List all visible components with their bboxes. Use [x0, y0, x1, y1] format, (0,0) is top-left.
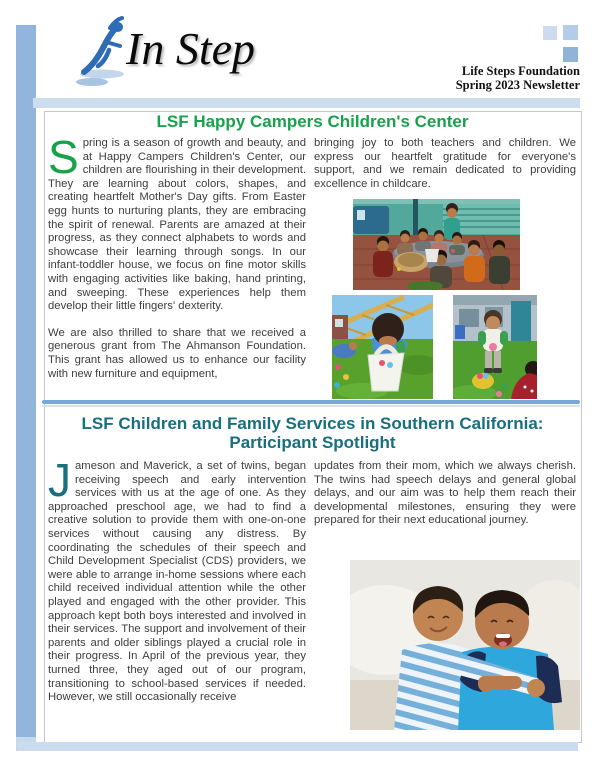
section2-title-line2: Participant Spotlight: [229, 433, 396, 452]
section1-paragraph-3: bringing joy to both teachers and children. We express our heartfelt gratitude for everyone's support, and we remain dedicated to providing excellence in childcare.: [314, 137, 576, 190]
left-accent-bar: [16, 25, 36, 737]
dropcap-j: J: [48, 454, 71, 506]
section1-column-left: [48, 131, 306, 394]
section1-paragraph-2: We are also thrilled to share that we received a generous grant from The Ahmanson Foundation. This grant has allowed us to enhance our facility with new furniture and equipment,: [48, 326, 306, 380]
decor-square-light: [543, 26, 557, 40]
decor-square-dark: [563, 47, 578, 62]
footer-band: [18, 742, 578, 751]
child-with-easter-basket-on-grass-photo: [332, 295, 433, 399]
section2-column-left: [48, 454, 306, 718]
section2-paragraph-2: updates from their mom, which we always cherish. The twins had speech delays and general global delays, and our aim was to help them reach their developmental milestones, ensuring they were prepared for their next educational journey.: [314, 460, 576, 527]
section-divider-glow: [42, 405, 580, 407]
instep-logo-figure-icon: [76, 16, 132, 88]
section1-title: LSF Happy Campers Children's Center: [156, 112, 469, 131]
twin-boys-hugging-photo: [350, 560, 580, 730]
section2-column-right: [314, 460, 576, 541]
toddler-egg-hunt-on-grass-photo: [453, 295, 537, 399]
children-teacher-activity-table-photo: [353, 199, 520, 290]
issue-name: Spring 2023 Newsletter: [455, 78, 580, 92]
section2-title-line1: LSF Children and Family Services in Southern California:: [81, 414, 544, 433]
section1-paragraph-1: [48, 131, 306, 314]
section2-title: [44, 414, 581, 452]
section1-column-right: [314, 137, 576, 204]
section1-paragraph-1-text: pring is a season of growth and beauty, and at Happy Campers Children's Center, our children are flourishing in their development. They are learning about colors, shapes, and creating heartfelt Mother's Day gifts. From Easter egg hunts to nurturing plants, they are embracing the spirit of renewal. Parents are amazed at their progress, as they connect alphabets to words and showcase their learning through songs. In our infant-toddler house, we focus on fine motor skills with engaging activities like baking, hand printing, and sweeping. These experiences help them develop their little fingers' dexterity.: [48, 137, 306, 313]
header-divider-band: [33, 98, 580, 108]
section-divider-line: [42, 400, 580, 404]
decor-square-medium: [563, 25, 578, 40]
org-title-block: [456, 64, 580, 92]
section2-paragraph-1-text: ameson and Maverick, a set of twins, began receiving speech and early intervention services with us at the age of one. As they approached preschool age, we had to find a creative solution to provide them with one-on-one services without causing any distress. By coordinating the schedules of their speech and Child Development Specialist (CDS) providers, we were able to arrange in-home sessions where each child received individual attention while the other played and engaged with the other provider. This approach kept both boys interested and involved in their services. The support and involvement of their parents and older siblings played a crucial role in their progress. In April of the previous year, they turned three, they aged out of our program, transitioning to school-based services if needed. However, we still occasionally receive: [48, 460, 306, 704]
newsletter-logo-title: In Step: [126, 23, 256, 74]
dropcap-s: S: [48, 131, 79, 183]
org-name: Life Steps Foundation: [461, 64, 580, 78]
section2-paragraph-1: [48, 454, 306, 705]
